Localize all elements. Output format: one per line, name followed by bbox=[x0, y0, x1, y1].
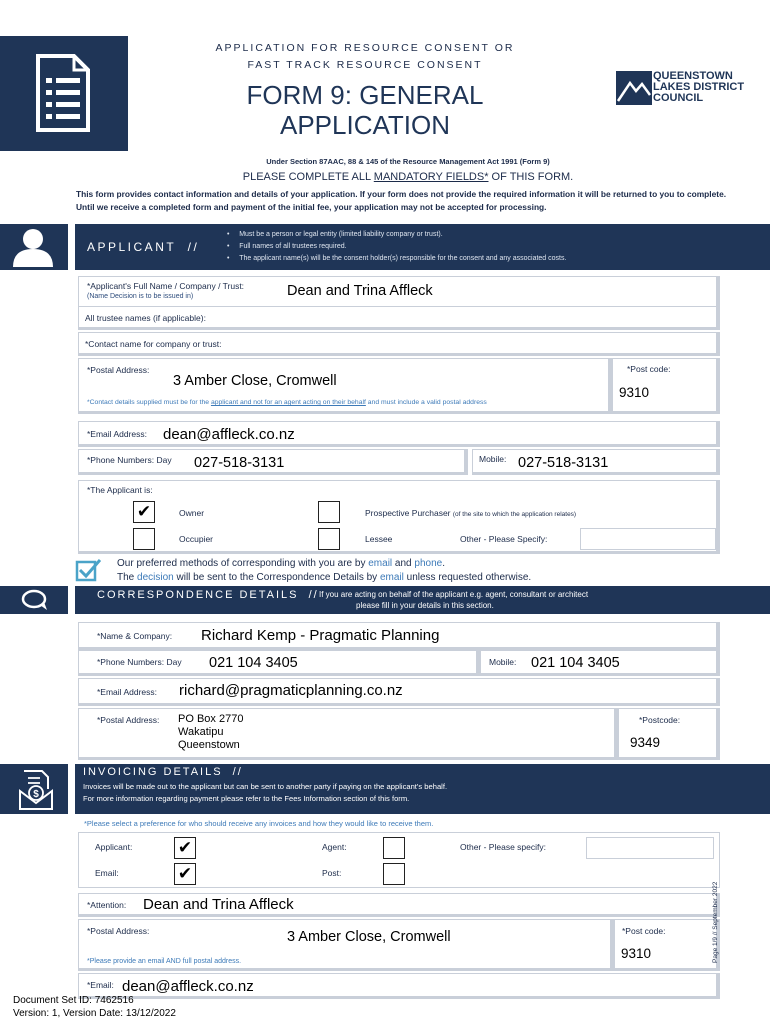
applicant-bullet-1: • Must be a person or legal entity (limited liability company or trust). bbox=[227, 231, 443, 238]
email-value: dean@affleck.co.nz bbox=[163, 426, 295, 443]
postcode-value: 9310 bbox=[619, 385, 650, 400]
corr-mobile-label: Mobile: bbox=[489, 657, 517, 667]
invoice-preference-note: *Please select a preference for who should receive any invoices and how they would like to receive them. bbox=[84, 819, 434, 828]
inv-email-field-value: dean@affleck.co.nz bbox=[122, 978, 254, 995]
section-reference: Under Section 87AAC, 88 & 145 of the Resource Management Act 1991 (Form 9) bbox=[266, 157, 550, 166]
council-logo bbox=[616, 71, 766, 109]
inv-post-label: Post: bbox=[322, 868, 342, 878]
mandatory-notice bbox=[100, 171, 716, 183]
applicant-name-field[interactable] bbox=[78, 276, 720, 310]
invoicing-header bbox=[75, 764, 770, 814]
applicant-heading: APPLICANT // bbox=[87, 240, 200, 254]
inv-postcode-value: 9310 bbox=[621, 946, 652, 961]
corr-mobile-field[interactable] bbox=[480, 650, 720, 676]
corr-mobile-value: 021 104 3405 bbox=[531, 655, 620, 671]
council-name-3: COUNCIL bbox=[653, 92, 704, 104]
invoicing-icon-box bbox=[0, 764, 68, 814]
correspondence-icon-box bbox=[0, 586, 68, 614]
invoicing-note-2: For more information regarding payment please refer to the Fees Information section of this form. bbox=[83, 794, 410, 803]
check-box-icon bbox=[75, 558, 101, 582]
inv-agent-label: Agent: bbox=[322, 842, 347, 852]
purchaser-label: Prospective Purchaser (of the site to which the application relates) bbox=[365, 508, 577, 518]
postcode-field[interactable] bbox=[612, 358, 720, 414]
inv-email-field-label: *Email: bbox=[87, 980, 114, 990]
corr-postal-line3: Queenstown bbox=[178, 739, 240, 751]
inv-postal-note: *Please provide an email AND full postal address. bbox=[87, 958, 242, 965]
postal-address-note: *Contact details supplied must be for the applicant and not for an agent acting on their behalf and must include a valid postal address bbox=[87, 399, 487, 406]
mandatory-link[interactable]: MANDATORY FIELDS* bbox=[373, 171, 489, 183]
email-field[interactable] bbox=[78, 421, 720, 447]
corr-phone-field[interactable] bbox=[78, 650, 480, 676]
corr-email-field[interactable] bbox=[78, 678, 720, 706]
inv-email-checkbox[interactable]: ✔ bbox=[174, 863, 196, 885]
corr-postal-line2: Wakatipu bbox=[178, 726, 224, 738]
correspondence-heading: CORRESPONDENCE DETAILS // bbox=[97, 589, 319, 601]
applicant-bullet-3: • The applicant name(s) will be the consent holder(s) responsible for the consent and any associated costs. bbox=[227, 255, 567, 262]
invoicing-note-1: Invoices will be made out to the applicant but can be sent to another party if paying on the applicant's behalf. bbox=[83, 782, 448, 791]
trustee-names-label: All trustee names (if applicable): bbox=[85, 313, 206, 323]
correspondence-note-1: If you are acting on behalf of the applicant e.g. agent, consultant or architect bbox=[319, 590, 589, 599]
application-type-line2: FAST TRACK RESOURCE CONSENT bbox=[247, 59, 483, 71]
applicant-icon-box bbox=[0, 224, 68, 270]
corr-postcode-field[interactable] bbox=[618, 708, 720, 760]
applicant-name-sub: (Name Decision is to be issued in) bbox=[87, 293, 194, 300]
mobile-label: Mobile: bbox=[479, 454, 507, 464]
corr-postal-field[interactable] bbox=[78, 708, 618, 760]
council-name-2: LAKES DISTRICT bbox=[653, 81, 745, 93]
mobile-value: 027-518-3131 bbox=[518, 455, 609, 471]
page-side-label: Page 1/9 // September 2022 bbox=[712, 881, 719, 963]
inv-postal-field[interactable] bbox=[78, 919, 614, 971]
attention-value: Dean and Trina Affleck bbox=[143, 896, 294, 913]
phone-day-field[interactable] bbox=[78, 449, 468, 475]
corr-postal-label: *Postal Address: bbox=[97, 715, 160, 725]
form-title-line1: FORM 9: GENERAL bbox=[246, 80, 484, 110]
inv-email-field[interactable] bbox=[78, 973, 720, 999]
correspondence-notice-line2: The decision will be sent to the Correspondence Details by email unless requested otherwise. bbox=[117, 572, 532, 583]
trustee-names-field[interactable] bbox=[78, 306, 720, 330]
corr-phone-value: 021 104 3405 bbox=[209, 655, 298, 671]
postal-address-label: *Postal Address: bbox=[87, 365, 150, 375]
form-title-line2: APPLICATION bbox=[279, 110, 450, 140]
document-icon bbox=[34, 54, 92, 134]
correspondence-notice-line1: Our preferred methods of corresponding with you are by email and phone. bbox=[117, 558, 445, 569]
owner-checkbox[interactable]: ✔ bbox=[133, 501, 155, 523]
applicant-header bbox=[75, 224, 770, 270]
application-type-line1: APPLICATION FOR RESOURCE CONSENT OR bbox=[215, 42, 515, 54]
owner-label: Owner bbox=[179, 508, 205, 518]
lessee-label: Lessee bbox=[365, 534, 393, 544]
mandatory-post: OF THIS FORM. bbox=[488, 171, 574, 183]
contact-name-label: *Contact name for company or trust: bbox=[85, 339, 222, 349]
applicant-name-label: *Applicant's Full Name / Company / Trust: bbox=[87, 281, 245, 291]
attention-field[interactable] bbox=[78, 893, 720, 917]
postcode-label: *Post code: bbox=[627, 364, 671, 374]
invoice-dollar-icon bbox=[18, 769, 54, 811]
intro-text: This form provides contact information and details of your application. If your form does not provide the required information it will be returned to you to complete. Until we receive a completed form and payment of the initial fee, your application may not be accepted for processing. bbox=[76, 189, 727, 212]
lessee-checkbox[interactable] bbox=[318, 528, 340, 550]
contact-name-field[interactable] bbox=[78, 332, 720, 356]
svg-text:$: $ bbox=[33, 789, 39, 800]
inv-postcode-field[interactable] bbox=[614, 919, 720, 971]
corr-phone-label: *Phone Numbers: Day bbox=[97, 657, 182, 667]
version-info: Version: 1, Version Date: 13/12/2022 bbox=[13, 1008, 176, 1019]
corr-postcode-value: 9349 bbox=[630, 735, 661, 750]
corr-postal-line1: PO Box 2770 bbox=[178, 713, 244, 725]
inv-postal-label: *Postal Address: bbox=[87, 926, 150, 936]
inv-applicant-checkbox[interactable]: ✔ bbox=[174, 837, 196, 859]
document-set-id: Document Set ID: 7462516 bbox=[13, 995, 134, 1006]
attention-label: *Attention: bbox=[87, 900, 127, 910]
mountain-logo-icon bbox=[616, 71, 652, 105]
email-label: *Email Address: bbox=[87, 429, 147, 439]
invoicing-heading: INVOICING DETAILS // bbox=[83, 766, 243, 778]
phone-day-value: 027-518-3131 bbox=[194, 455, 285, 471]
corr-name-field[interactable] bbox=[78, 622, 720, 650]
inv-applicant-label: Applicant: bbox=[95, 842, 133, 852]
mandatory-pre: PLEASE COMPLETE ALL bbox=[242, 171, 374, 183]
applicant-type-label: *The Applicant is: bbox=[87, 485, 153, 495]
occupier-label: Occupier bbox=[179, 534, 214, 544]
purchaser-checkbox[interactable] bbox=[318, 501, 340, 523]
applicant-bullet-2: • Full names of all trustees required. bbox=[227, 243, 347, 250]
inv-email-label: Email: bbox=[95, 868, 119, 878]
inv-other-input[interactable] bbox=[586, 837, 714, 859]
inv-postcode-label: *Post code: bbox=[622, 926, 666, 936]
chat-bubble-icon bbox=[20, 589, 50, 611]
corr-email-label: *Email Address: bbox=[97, 687, 157, 697]
phone-day-label: *Phone Numbers: Day bbox=[87, 455, 172, 465]
council-name-1: QUEENSTOWN bbox=[653, 70, 733, 82]
inv-postal-value: 3 Amber Close, Cromwell bbox=[287, 929, 451, 945]
occupier-checkbox[interactable] bbox=[133, 528, 155, 550]
person-icon bbox=[11, 227, 55, 267]
correspondence-note-2: please fill in your details in this section. bbox=[356, 601, 494, 610]
other-specify-input[interactable] bbox=[580, 528, 716, 550]
postal-address-field[interactable] bbox=[78, 358, 612, 414]
corr-postcode-label: *Postcode: bbox=[639, 715, 681, 725]
corr-name-value: Richard Kemp - Pragmatic Planning bbox=[201, 627, 440, 644]
inv-post-checkbox[interactable] bbox=[383, 863, 405, 885]
inv-agent-checkbox[interactable] bbox=[383, 837, 405, 859]
corr-email-value: richard@pragmaticplanning.co.nz bbox=[179, 682, 403, 699]
other-specify-label: Other - Please Specify: bbox=[460, 534, 548, 544]
inv-other-label: Other - Please specify: bbox=[460, 842, 546, 852]
corr-name-label: *Name & Company: bbox=[97, 631, 173, 641]
correspondence-header bbox=[75, 586, 770, 614]
applicant-name-value: Dean and Trina Affleck bbox=[287, 283, 433, 299]
form-icon-panel bbox=[0, 36, 128, 151]
postal-address-value: 3 Amber Close, Cromwell bbox=[173, 373, 337, 389]
mobile-field[interactable] bbox=[472, 449, 720, 475]
